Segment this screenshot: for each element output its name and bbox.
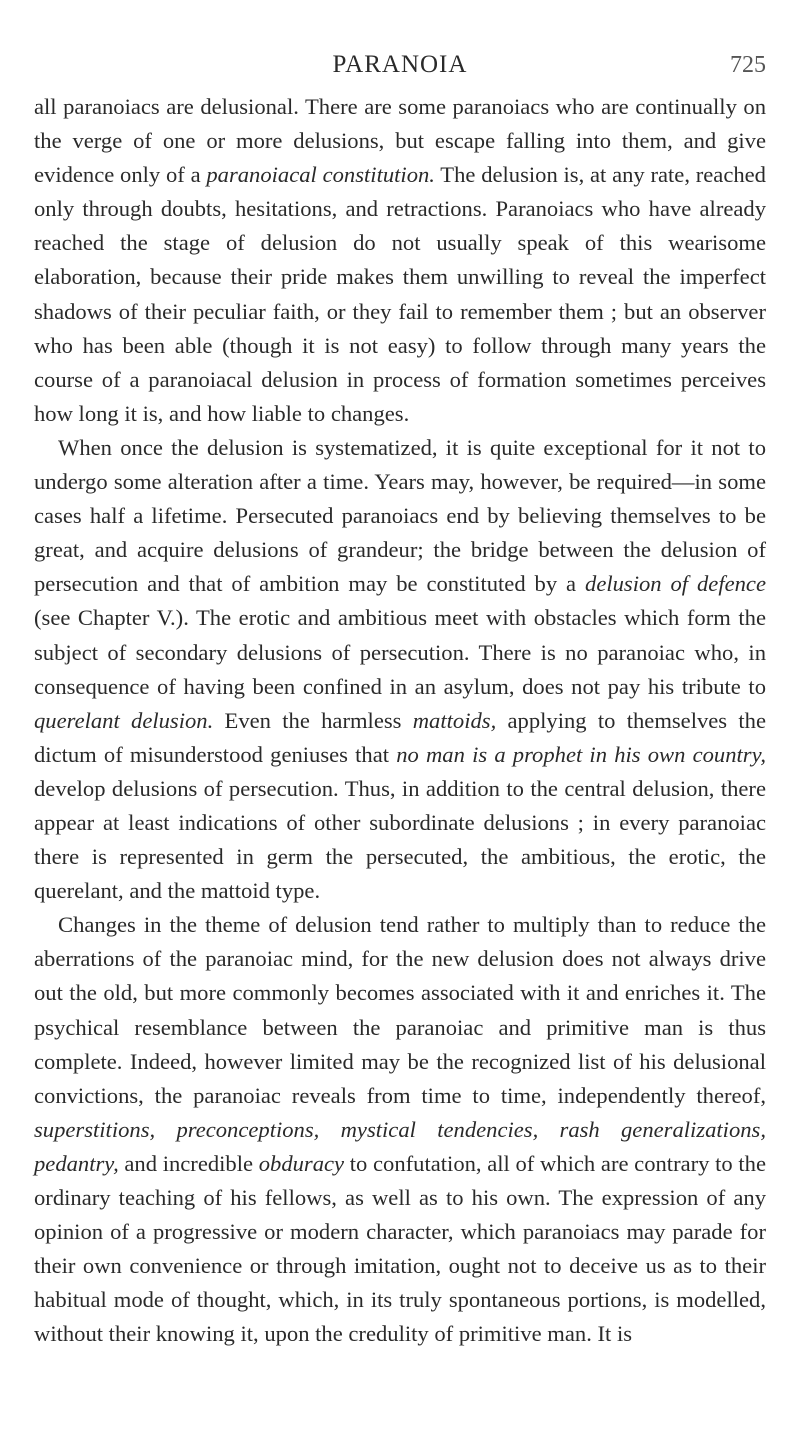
text-run: all paranoiacs are delusional. There are some paranoiacs who are continually on the verge of one or more delusions, but escape falling into them, and give evidence only of a <box>34 94 766 188</box>
running-title: PARANOIA <box>332 51 468 78</box>
italic-phrase: obduracy <box>258 1150 345 1176</box>
body-text <box>34 90 766 1351</box>
italic-phrase: superstitions, preconceptions, mystical tendencies, rash generalizations, pedantry, <box>34 1116 766 1176</box>
text-run: Even the harmless <box>213 707 413 733</box>
page-number: 725 <box>730 52 766 78</box>
italic-phrase: paranoiacal constitution. <box>206 162 435 188</box>
text-run: The delusion is, at any rate, reached only through doubts, hesitations, and retractions. Paranoiacs who have already reached the stage of delusion do not usually speak of this wearisome elaboration, because their pride makes them unwilling to reveal the imperfect shadows of their peculiar faith, or they fail to remember them ; but an observer who has been able (though it is not easy) to follow through many years the course of a paranoiacal delusion in process of formation sometimes perceives how long it is, and how liable to changes. <box>34 162 766 426</box>
text-run: to confutation, all of which are contrary to the ordinary teaching of his fellows, as well as to his own. The expression of any opinion of a progressive or modern character, which paranoiacs may parade for their own convenience or through imitation, ought not to deceive us as to their habitual mode of thought, which, in its truly spontaneous portions, is modelled, without their knowing it, upon the credulity of primitive man. It is <box>34 1150 766 1347</box>
page-header <box>34 50 766 86</box>
text-run: (see Chapter V.). The erotic and ambitious meet with obstacles which form the subject of secondary delusions of persecution. There is no paranoiac who, in consequence of having been confined in an asylum, does not pay his tribute to <box>34 605 766 699</box>
paragraph-2 <box>34 431 766 908</box>
text-run: Changes in the theme of delusion tend rather to multiply than to reduce the aberrations of the paranoiac mind, for the new delusion does not always drive out the old, but more commonly becomes associated with it and enriches it. The psychical resemblance between the paranoiac and primitive man is thus complete. Indeed, however limited may be the recognized list of his delusional convictions, the paranoiac reveals from time to time, independently thereof, <box>34 912 766 1108</box>
paragraph-3 <box>34 908 766 1351</box>
book-page <box>34 50 766 1351</box>
text-run: develop delusions of persecution. Thus, in addition to the central delusion, there appear at least indications of other subordinate delusions ; in every paranoiac there is represented in germ the persecuted, the ambitious, the erotic, the querelant, and the mattoid type. <box>34 775 766 904</box>
paragraph-1 <box>34 90 766 431</box>
italic-phrase: delusion of defence <box>585 571 766 597</box>
text-run: and incredible <box>118 1150 259 1176</box>
italic-phrase: mattoids, <box>412 707 497 733</box>
text-run: applying to themselves the dictum of misunderstood geniuses that <box>34 707 766 767</box>
italic-phrase: querelant delusion. <box>34 707 214 733</box>
italic-phrase: no man is a prophet in his own country, <box>396 741 766 767</box>
text-run: When once the delusion is systematized, it is quite exceptional for it not to undergo some alteration after a time. Years may, however, be required—in some cases half a lifetime. Persecuted paranoiacs end by believing themselves to be great, and acquire delusions of grandeur; the bridge between the delusion of persecution and that of ambition may be constituted by a <box>34 434 766 597</box>
